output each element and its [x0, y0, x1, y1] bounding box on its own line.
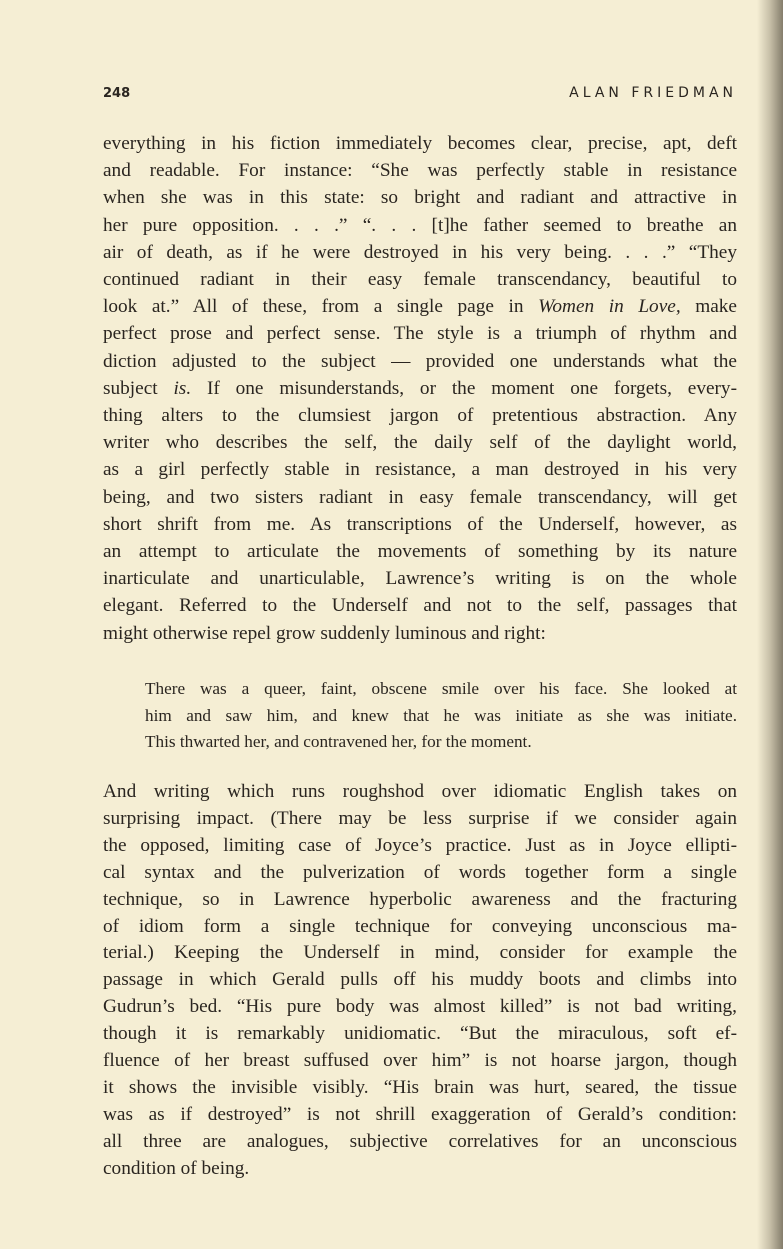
text-segment: of idiom form a single technique for conveying unconscious ma- — [103, 915, 737, 937]
text-segment: This thwarted her, and contravened her, for the moment. — [145, 732, 532, 751]
text-segment: though it is remarkably unidiomatic. “But the miraculous, soft ef- — [103, 1023, 737, 1045]
text-line — [103, 967, 737, 994]
text-segment: and readable. For instance: “She was perfectly stable in resistance — [103, 160, 737, 182]
text-segment: air of death, as if he were destroyed in his very being. . . .” “They — [103, 241, 737, 263]
text-segment: And writing which runs roughshod over idiomatic English takes on — [103, 781, 737, 802]
text-line — [103, 212, 737, 239]
text-segment: fluence of her breast suffused over him” is not hoarse jargon, though — [103, 1050, 737, 1072]
running-head: ALAN FRIEDMAN — [569, 85, 737, 101]
text-line — [103, 1048, 737, 1075]
italic-text: is. — [173, 377, 192, 399]
text-segment: If one misunderstands, or the moment one forgets, every- — [191, 377, 737, 399]
text-line — [103, 860, 737, 887]
text-line — [103, 266, 737, 293]
text-segment: the opposed, limiting case of Joyce’s practice. Just as in Joyce ellipti- — [103, 834, 737, 856]
text-segment: it shows the invisible visibly. “His brain was hurt, seared, the tissue — [103, 1076, 737, 1098]
text-line — [103, 130, 737, 157]
text-segment: writer who describes the self, the daily self of the daylight world, — [103, 432, 737, 454]
text-segment: surprising impact. (There may be less surprise if we consider again — [103, 807, 737, 829]
text-line — [103, 1075, 737, 1102]
text-line — [103, 565, 737, 592]
text-segment: being, and two sisters radiant in easy female transcendancy, will get — [103, 486, 737, 508]
second-paragraph — [103, 779, 737, 1183]
text-line — [103, 293, 737, 320]
text-segment: make — [680, 296, 737, 318]
text-segment: short shrift from me. As transcriptions of the Underself, however, as — [103, 513, 737, 535]
text-line — [103, 402, 737, 429]
text-line — [103, 239, 737, 266]
text-line — [103, 806, 737, 833]
text-line — [103, 375, 737, 402]
text-line — [103, 833, 737, 860]
text-line — [103, 429, 737, 456]
main-paragraph — [103, 130, 737, 647]
text-segment: There was a queer, faint, obscene smile over his face. She looked at — [145, 679, 737, 698]
text-line — [103, 914, 737, 941]
text-segment: diction adjusted to the subject — provided one understands what the — [103, 350, 737, 372]
page-number: 248 — [103, 86, 131, 101]
text-line — [103, 1102, 737, 1129]
block-quote — [145, 676, 737, 756]
text-segment: everything in his fiction immediately becomes clear, precise, apt, deft — [103, 133, 737, 154]
text-line — [103, 592, 737, 619]
text-line — [103, 484, 737, 511]
text-segment: cal syntax and the pulverization of words together form a single — [103, 861, 737, 883]
text-line — [103, 940, 737, 967]
text-segment: perfect prose and perfect sense. The style is a triumph of rhythm and — [103, 323, 737, 345]
text-segment: might otherwise repel grow suddenly luminous and right: — [103, 622, 546, 644]
text-line — [103, 779, 737, 806]
text-segment: subject — [103, 377, 174, 399]
text-segment: him and saw him, and knew that he was initiate as she was initiate. — [145, 705, 737, 725]
text-segment: as a girl perfectly stable in resistance, a man destroyed in his very — [103, 459, 737, 481]
text-line — [103, 511, 737, 538]
text-line — [103, 887, 737, 914]
text-line — [103, 1021, 737, 1048]
text-line — [103, 157, 737, 184]
page-gutter-shadow — [757, 0, 783, 1249]
text-line — [103, 320, 737, 347]
text-segment: an attempt to articulate the movements of something by its nature — [103, 541, 737, 563]
text-segment: terial.) Keeping the Underself in mind, consider for example the — [103, 942, 737, 964]
text-segment: elegant. Referred to the Underself and not to the self, passages that — [103, 595, 737, 617]
text-line — [103, 994, 737, 1021]
text-line — [103, 184, 737, 211]
text-line — [103, 1156, 737, 1183]
text-line — [145, 729, 737, 756]
text-line — [103, 456, 737, 483]
text-segment: thing alters to the clumsiest jargon of pretentious abstraction. Any — [103, 405, 737, 427]
text-line — [103, 538, 737, 565]
text-line — [145, 703, 737, 730]
text-line — [103, 348, 737, 375]
text-segment: when she was in this state: so bright and radiant and attractive in — [103, 187, 737, 209]
text-line — [103, 620, 737, 647]
text-segment: all three are analogues, subjective correlatives for an unconscious — [103, 1130, 737, 1152]
text-segment: her pure opposition. . . .” “. . . [t]he father seemed to breathe an — [103, 214, 737, 236]
text-line — [103, 1129, 737, 1156]
text-segment: Gudrun’s bed. “His pure body was almost killed” is not bad writing, — [103, 996, 737, 1018]
text-segment: was as if destroyed” is not shrill exaggeration of Gerald’s condition: — [103, 1103, 737, 1125]
text-line — [145, 676, 737, 703]
text-segment: technique, so in Lawrence hyperbolic awareness and the fracturing — [103, 888, 737, 910]
text-segment: condition of being. — [103, 1157, 250, 1179]
text-segment: passage in which Gerald pulls off his muddy boots and climbs into — [103, 969, 737, 991]
text-segment: continued radiant in their easy female transcendancy, beautiful to — [103, 269, 737, 291]
text-segment: look at.” All of these, from a single page in — [103, 296, 539, 318]
text-segment: inarticulate and unarticulable, Lawrence’s writing is on the whole — [103, 568, 737, 590]
italic-text: Women in Love, — [538, 296, 681, 318]
